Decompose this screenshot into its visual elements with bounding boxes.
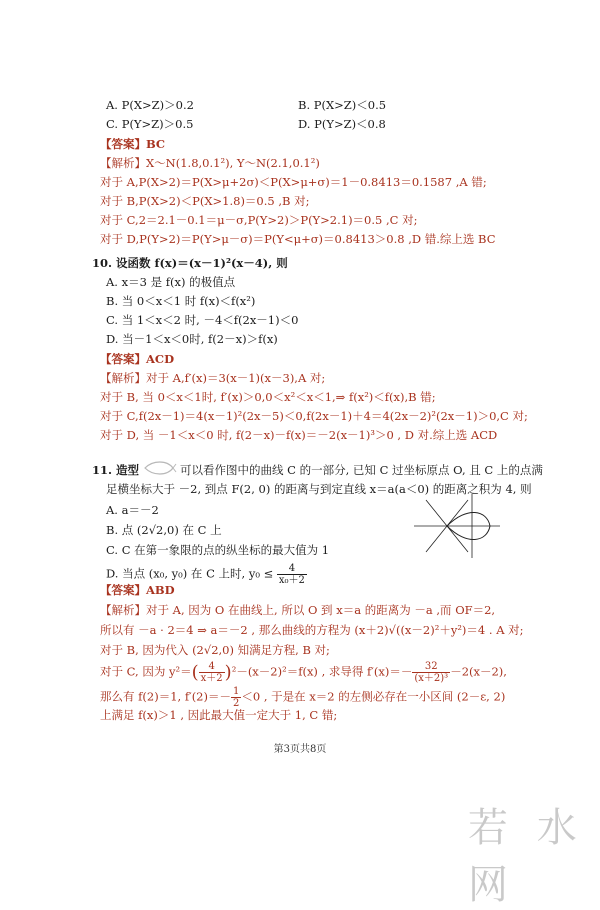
q9-option-b: B. P(X>Z)＜0.5 bbox=[298, 98, 387, 112]
q11-shape-icon bbox=[143, 458, 177, 478]
q11-expl-4-lead: 对于 C, 因为 y²＝ bbox=[100, 664, 192, 679]
q11-expl-5-lead: 那么有 f(2)＝1, f′(2)＝－ bbox=[100, 689, 231, 704]
q10-expl-4: 对于 D, 当 －1＜x＜0 时, f(2－x)－f(x)＝－2(x－1)³＞0 , D 对.综上选 ACD bbox=[100, 428, 498, 442]
q9-option-c: C. P(Y>Z)＞0.5 bbox=[106, 117, 194, 131]
q11-option-a: A. a＝－2 bbox=[106, 503, 159, 517]
q11-option-d-fraction bbox=[277, 563, 307, 586]
watermark-logo: 若 水 网 bbox=[468, 805, 585, 908]
q11-expl-4-frac1-den: x＋2 bbox=[200, 673, 223, 684]
page-footer: 第3页共8页 bbox=[273, 744, 327, 755]
q10-option-c: C. 当 1＜x＜2 时, －4＜f(2x－1)＜0 bbox=[106, 313, 299, 327]
q9-expl-3: 对于 B,P(X>2)＜P(X>1.8)＝0.5 ,B 对; bbox=[100, 194, 310, 208]
q11-expl-1: 【解析】对于 A, 因为 O 在曲线上, 所以 O 到 x＝a 的距离为 －a ,而 OF＝2, bbox=[100, 603, 496, 617]
q10-option-d: D. 当－1＜x＜0时, f(2－x)＞f(x) bbox=[106, 332, 278, 346]
q11-option-c: C. C 在第一象限的点的纵坐标的最大值为 1 bbox=[106, 543, 330, 557]
q11-expl-5-frac-den: 2 bbox=[233, 698, 240, 709]
q9-option-a: A. P(X>Z)＞0.2 bbox=[106, 98, 194, 112]
q11-stem-line2: 足横坐标大于 －2, 到点 F(2, 0) 的距离与到定直线 x＝a(a＜0) 的距离之积为 4, 则 bbox=[106, 482, 532, 496]
q11-stem-lead: 11. 造型 bbox=[92, 463, 140, 477]
q11-expl-4-mid: ²－(x－2)²＝f(x) , 求导得 f′(x)＝－ bbox=[231, 664, 413, 679]
q10-option-b: B. 当 0＜x＜1 时 f(x)＜f(x²) bbox=[106, 294, 256, 308]
q10-option-a: A. x＝3 是 f(x) 的极值点 bbox=[106, 275, 236, 289]
q11-expl-4-frac2-den: (x＋2)³ bbox=[414, 673, 449, 684]
q11-option-d-denominator: x₀＋2 bbox=[278, 575, 305, 586]
q11-expl-5 bbox=[100, 686, 505, 709]
q10-answer: 【答案】ACD bbox=[100, 352, 175, 366]
curve-figure bbox=[412, 492, 502, 560]
q10-expl-2: 对于 B, 当 0＜x＜1时, f′(x)＞0,0＜x²＜x＜1,⇒ f(x²)＜f(x),B 错; bbox=[100, 390, 436, 404]
q11-expl-5-frac-num: 1 bbox=[233, 686, 240, 697]
q11-expl-4-frac1 bbox=[199, 661, 225, 684]
right-paren: ) bbox=[224, 662, 232, 683]
q9-expl-5: 对于 D,P(Y>2)＝P(Y>μ－σ)＝P(Y<μ+σ)＝0.8413＞0.8 ,D 错.综上选 BC bbox=[100, 232, 496, 246]
q11-stem-line1: 可以看作图中的曲线 C 的一部分, 已知 C 过坐标原点 O, 且 C 上的点满 bbox=[180, 463, 543, 477]
q11-expl-4-end: －2(x－2), bbox=[450, 664, 507, 679]
q11-expl-3: 对于 B, 因为代入 (2√2,0) 知满足方程, B 对; bbox=[100, 643, 330, 657]
q11-option-b: B. 点 (2√2,0) 在 C 上 bbox=[106, 523, 222, 537]
q9-option-d: D. P(Y>Z)＜0.8 bbox=[298, 117, 386, 131]
q11-expl-6: 上满足 f(x)＞1 , 因此最大值一定大于 1, C 错; bbox=[100, 708, 338, 722]
q11-option-d-text: D. 当点 (x₀, y₀) 在 C 上时, y₀ ≤ bbox=[106, 566, 274, 581]
q11-expl-4-frac2-num: 32 bbox=[412, 661, 450, 673]
q10-expl-1: 【解析】对于 A,f′(x)＝3(x－1)(x－3),A 对; bbox=[100, 371, 326, 385]
q11-option-d-numerator: 4 bbox=[277, 563, 307, 575]
q10-expl-3: 对于 C,f(2x－1)＝4(x－1)²(2x－5)＜0,f(2x－1)＋4＝4(2x－2)²(2x－1)＞0,C 对; bbox=[100, 409, 528, 423]
q9-answer: 【答案】BC bbox=[100, 137, 166, 151]
q11-expl-5-end: ＜0 , 于是在 x＝2 的左侧必存在一小区间 (2－ε, 2) bbox=[241, 689, 506, 704]
left-paren: ( bbox=[191, 662, 199, 683]
q11-expl-4 bbox=[100, 661, 507, 684]
q11-expl-5-frac bbox=[231, 686, 241, 709]
q11-expl-4-frac1-num: 4 bbox=[199, 661, 225, 673]
q9-expl-1: 【解析】X～N(1.8,0.1²), Y～N(2.1,0.1²) bbox=[100, 156, 320, 170]
q9-expl-2: 对于 A,P(X>2)＝P(X>μ+2σ)＜P(X>μ+σ)＝1－0.8413＝0.1587 ,A 错; bbox=[100, 175, 487, 189]
q11-expl-2: 所以有 －a · 2＝4 ⇒ a＝－2 , 那么曲线的方程为 (x＋2)√((x－2)²＋y²)＝4 . A 对; bbox=[100, 623, 524, 637]
q10-stem: 10. 设函数 f(x)＝(x－1)²(x－4), 则 bbox=[92, 256, 288, 270]
q11-expl-4-frac2 bbox=[412, 661, 450, 684]
q11-answer: 【答案】ABD bbox=[100, 583, 175, 597]
q9-expl-4: 对于 C,2＝2.1－0.1＝μ－σ,P(Y>2)＞P(Y>2.1)＝0.5 ,C 对; bbox=[100, 213, 418, 227]
